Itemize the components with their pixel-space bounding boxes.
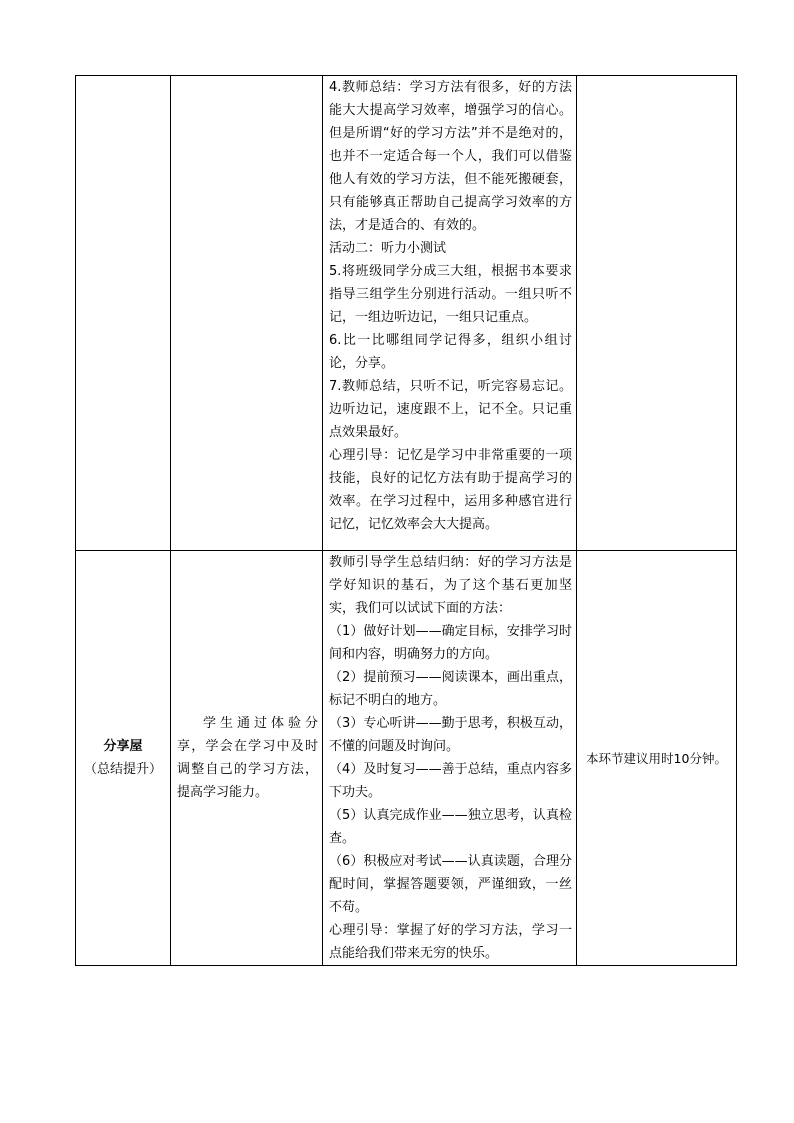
goal-cell	[171, 551, 323, 966]
table-row	[76, 76, 737, 551]
activity-paragraph: 5.将班级同学分成三大组，根据书本要求指导三组学生分别进行活动。一组只听不记，一组边听边记，一组只记重点。	[329, 264, 572, 325]
goal-cell-empty	[171, 76, 323, 551]
activity-paragraph: （6）积极应对考试——认真读题，合理分配时间，掌握答题要领，严谨细致，一丝不苟。	[329, 854, 572, 915]
activity-paragraph: （4）及时复习——善于总结，重点内容多下功夫。	[329, 762, 572, 800]
stage-cell-empty	[76, 76, 171, 551]
stage-title: 分享屋	[103, 739, 143, 754]
stage-subtitle: （总结提升）	[83, 762, 162, 777]
activity-paragraph: 心理引导：记忆是学习中非常重要的一项技能，良好的记忆方法有助于提高学习的效率。在学习过程中，运用多种感官进行记忆，记忆效率会大大提高。	[329, 448, 572, 532]
note-cell-empty	[577, 76, 737, 551]
activity-paragraph: （3）专心听讲——勤于思考，积极互动，不懂的问题及时询问。	[329, 716, 572, 754]
lesson-plan-table	[75, 75, 737, 966]
time-note: 本环节建议用时10分钟。	[577, 551, 737, 966]
activity-paragraph: 心理引导：掌握了好的学习方法，学习一点能给我们带来无穷的快乐。	[329, 923, 572, 961]
activity-paragraph: （2）提前预习——阅读课本，画出重点，标记不明白的地方。	[329, 670, 572, 708]
activities-cell	[323, 76, 577, 551]
goal-text: 学生通过体验分享，学会在学习中及时调整自己的学习方法，提高学习能力。	[177, 716, 318, 800]
activity-paragraph: 教师引导学生总结归纳：好的学习方法是学好知识的基石，为了这个基石更加坚实，我们可以试试下面的方法：	[329, 555, 572, 616]
stage-cell	[76, 551, 171, 966]
table-row	[76, 551, 737, 966]
activity-paragraph: 7.教师总结，只听不记，听完容易忘记。边听边记，速度跟不上，记不全。只记重点效果最好。	[329, 379, 572, 440]
activity-paragraph: （1）做好计划——确定目标，安排学习时间和内容，明确努力的方向。	[329, 624, 572, 662]
activities-cell	[323, 551, 577, 966]
activity-paragraph: 4.教师总结：学习方法有很多，好的方法能大大提高学习效率，增强学习的信心。但是所谓“好的学习方法”并不是绝对的，也并不一定适合每一个人，我们可以借鉴他人有效的学习方法，但不能死搬硬套，只有能够真正帮助自己提高学习效率的方法，才是适合的、有效的。	[329, 80, 572, 233]
activity-paragraph: （5）认真完成作业——独立思考，认真检查。	[329, 808, 572, 846]
activity-paragraph: 活动二：听力小测试	[329, 241, 447, 256]
activity-paragraph: 6.比一比哪组同学记得多，组织小组讨论，分享。	[329, 333, 572, 371]
